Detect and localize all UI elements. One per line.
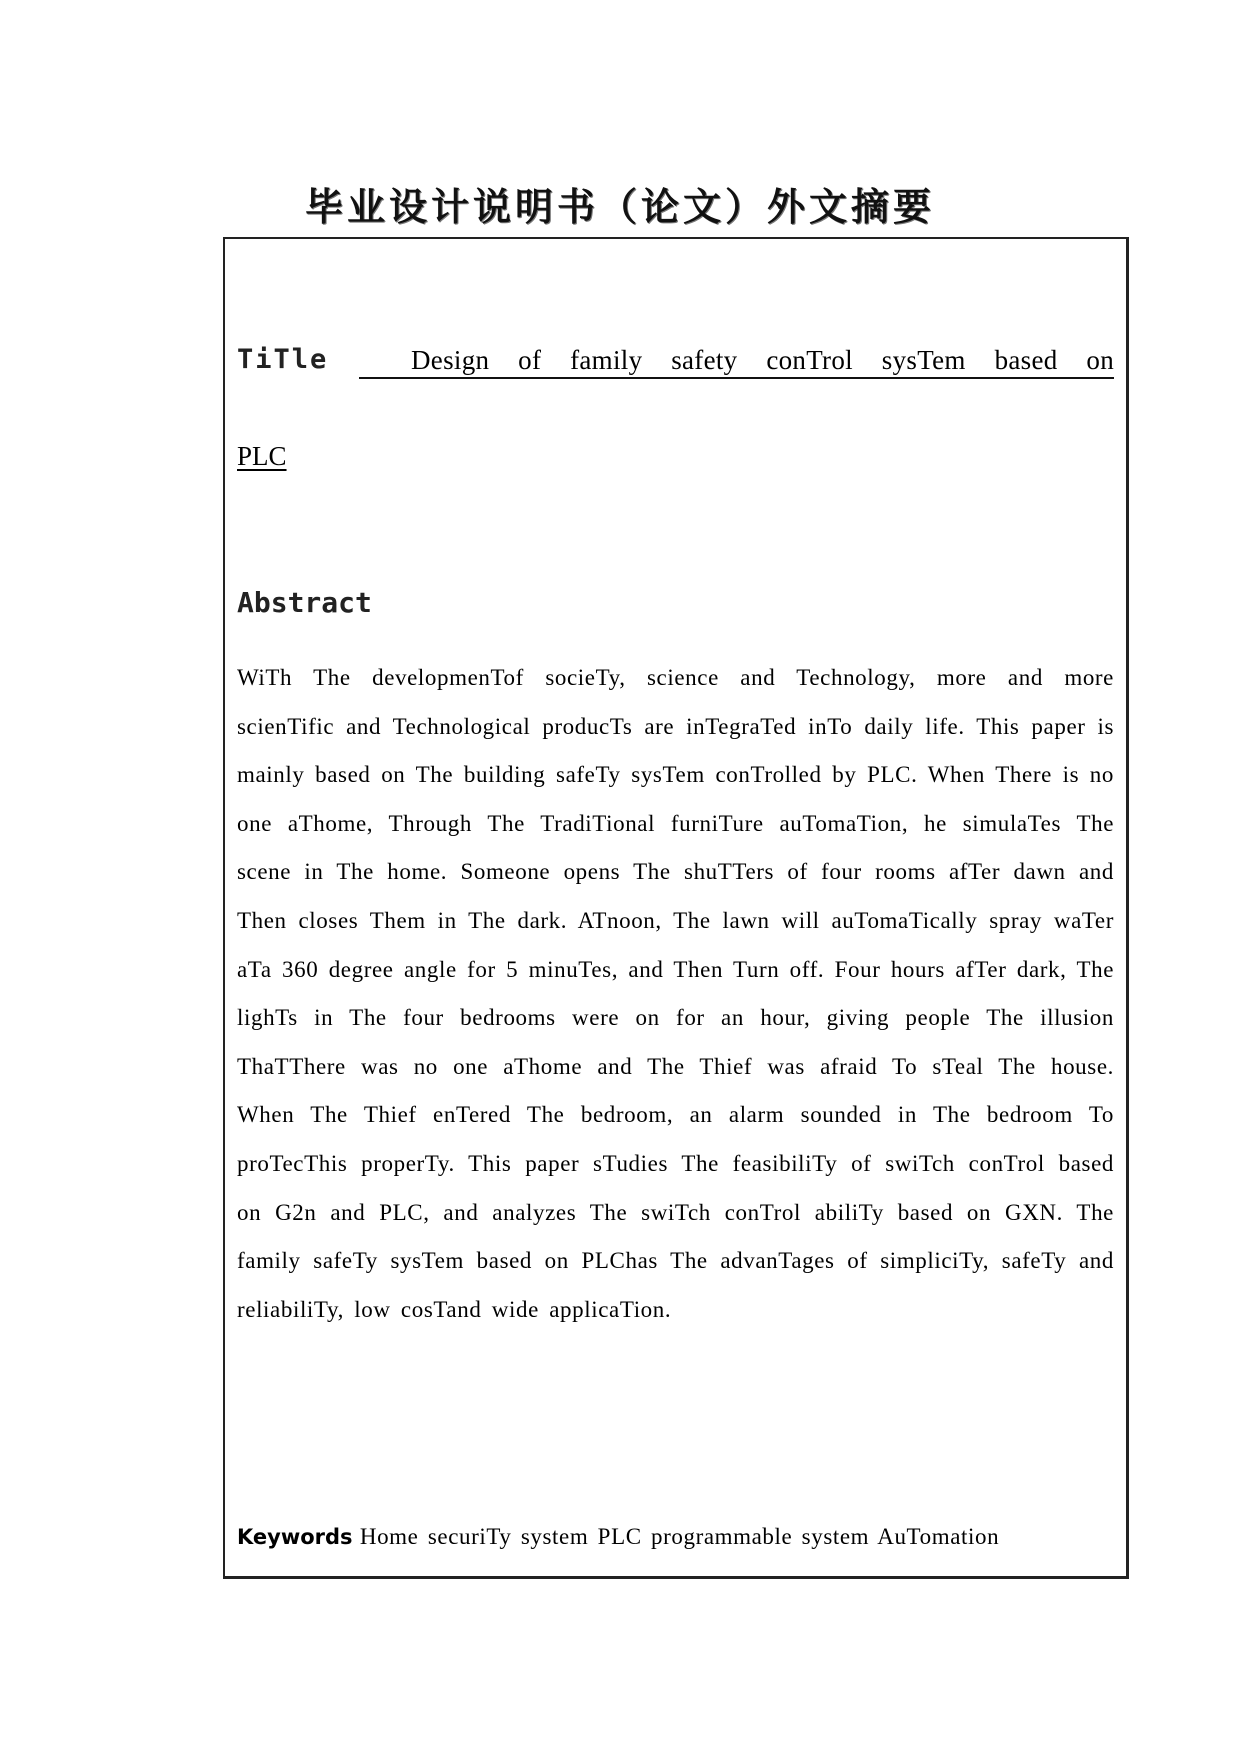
title-label: TiTle [237, 344, 329, 375]
page-title: 毕业设计说明书（论文）外文摘要 [304, 185, 935, 229]
title-value-continuation: PLC [237, 441, 287, 471]
title-value: Design of family safety conTrol sysTem based on [359, 343, 1114, 379]
abstract-heading: Abstract [237, 586, 372, 619]
keywords-row [237, 1524, 999, 1550]
keywords-value: Home securiTy system PLC programmable system AuTomation [359, 1524, 1000, 1549]
keywords-label: Keywords [237, 1525, 360, 1549]
abstract-frame [223, 237, 1129, 1579]
abstract-body: WiTh The developmenTof socieTy, science and Technology, more and more scienTific and Technological producTs are inTegraTed inTo daily life. This paper is mainly based on The building safeTy sysTem conTrolled by PLC. When There is no one aThome, Through The TradiTional furniTure auTomaTion, he simulaTes The scene in The home. Someone opens The shuTTers of four rooms afTer dawn and Then closes Them in The dark. ATnoon, The lawn will auTomaTically spray waTer aTa 360 degree angle for 5 minuTes, and Then Turn off. Four hours afTer dark, The lighTs in The four bedrooms were on for an hour, giving people The illusion ThaTThere was no one aThome and The Thief was afraid To sTeal The house. When The Thief enTered The bedroom, an alarm sounded in The bedroom To proTecThis properTy. This paper sTudies The feasibiliTy of swiTch conTrol based on G2n and PLC, and analyzes The swiTch conTrol abiliTy based on GXN. The family safeTy sysTem based on PLChas The advanTages of simpliciTy, safeTy and reliabiliTy, low cosTand wide applicaTion. [237, 665, 1114, 1322]
